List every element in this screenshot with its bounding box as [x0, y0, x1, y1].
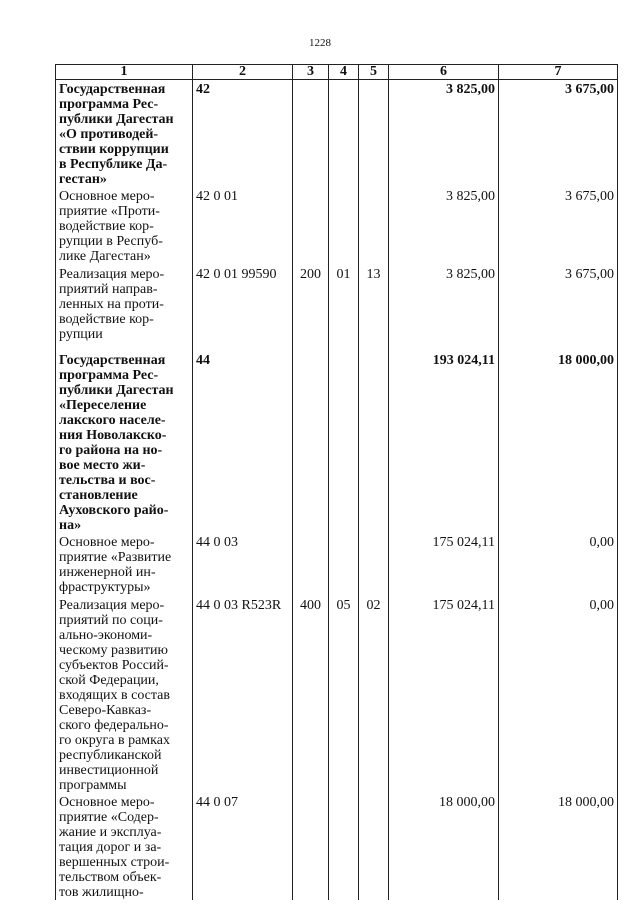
table-row	[56, 596, 618, 793]
amount-year-2: 0,00	[499, 596, 618, 793]
table-row	[56, 80, 618, 188]
subsection-code	[359, 187, 389, 265]
section-code	[329, 533, 359, 596]
item-name: Основное меро- приятие «Развитие инженерной ин- фраструктуры»	[56, 533, 193, 596]
page-number: 1228	[309, 37, 331, 49]
table-row	[56, 793, 618, 900]
subsection-code	[359, 533, 389, 596]
target-code: 42	[193, 80, 293, 188]
table-body	[56, 80, 618, 901]
amount-year-2: 18 000,00	[499, 351, 618, 533]
target-code: 44 0 03 R523R	[193, 596, 293, 793]
subsection-code: 02	[359, 596, 389, 793]
amount-year-2: 3 675,00	[499, 187, 618, 265]
expense-type	[293, 533, 329, 596]
header-col-7: 7	[499, 65, 618, 80]
subsection-code	[359, 80, 389, 188]
header-col-3: 3	[293, 65, 329, 80]
amount-year-1: 175 024,11	[389, 533, 499, 596]
expense-type	[293, 187, 329, 265]
target-code: 44 0 03	[193, 533, 293, 596]
subsection-code	[359, 351, 389, 533]
target-code: 42 0 01	[193, 187, 293, 265]
subsection-code: 13	[359, 265, 389, 351]
header-col-1: 1	[56, 65, 193, 80]
section-code	[329, 80, 359, 188]
header-col-4: 4	[329, 65, 359, 80]
expense-type	[293, 80, 329, 188]
amount-year-1: 175 024,11	[389, 596, 499, 793]
item-name: Государственная программа Рес- публики Дагестан «О противодей- ствии коррупции в Республике Да- гестан»	[56, 80, 193, 188]
section-code	[329, 351, 359, 533]
amount-year-1: 18 000,00	[389, 793, 499, 900]
item-name: Основное меро- приятие «Проти- водействие кор- рупции в Респуб- лике Дагестан»	[56, 187, 193, 265]
header-row	[56, 65, 618, 80]
amount-year-1: 3 825,00	[389, 187, 499, 265]
item-name: Реализация меро- приятий по соци- ально-экономи- ческому развитию субъектов Россий- ской Федерации, входящих в состав Северо-Кавказ- ского федерально- го округа в рамках республиканской инвестиционной программы	[56, 596, 193, 793]
expense-type	[293, 351, 329, 533]
amount-year-1: 3 825,00	[389, 80, 499, 188]
target-code: 44	[193, 351, 293, 533]
amount-year-2: 0,00	[499, 533, 618, 596]
table-row	[56, 351, 618, 533]
item-name: Реализация меро- приятий направ- ленных на проти- водействие кор- рупции	[56, 265, 193, 351]
section-code	[329, 187, 359, 265]
section-code: 05	[329, 596, 359, 793]
header-col-2: 2	[193, 65, 293, 80]
item-name: Основное меро- приятие «Содер- жание и эксплуа- тация дорог и за- вершенных строи- тельством объек- тов жилищно-	[56, 793, 193, 900]
target-code: 42 0 01 99590	[193, 265, 293, 351]
section-code: 01	[329, 265, 359, 351]
table-row	[56, 187, 618, 265]
amount-year-1: 3 825,00	[389, 265, 499, 351]
amount-year-2: 3 675,00	[499, 80, 618, 188]
expense-type	[293, 793, 329, 900]
section-code	[329, 793, 359, 900]
budget-table	[55, 64, 618, 900]
subsection-code	[359, 793, 389, 900]
target-code: 44 0 07	[193, 793, 293, 900]
table-row	[56, 265, 618, 351]
header-col-6: 6	[389, 65, 499, 80]
amount-year-1: 193 024,11	[389, 351, 499, 533]
expense-type: 400	[293, 596, 329, 793]
expense-type: 200	[293, 265, 329, 351]
item-name: Государственная программа Рес- публики Дагестан «Переселение лакского населе- ния Новолакско- го района на но- вое место жи- тельства и вос- становление Ауховского райо- на»	[56, 351, 193, 533]
table-row	[56, 533, 618, 596]
amount-year-2: 3 675,00	[499, 265, 618, 351]
amount-year-2: 18 000,00	[499, 793, 618, 900]
header-col-5: 5	[359, 65, 389, 80]
